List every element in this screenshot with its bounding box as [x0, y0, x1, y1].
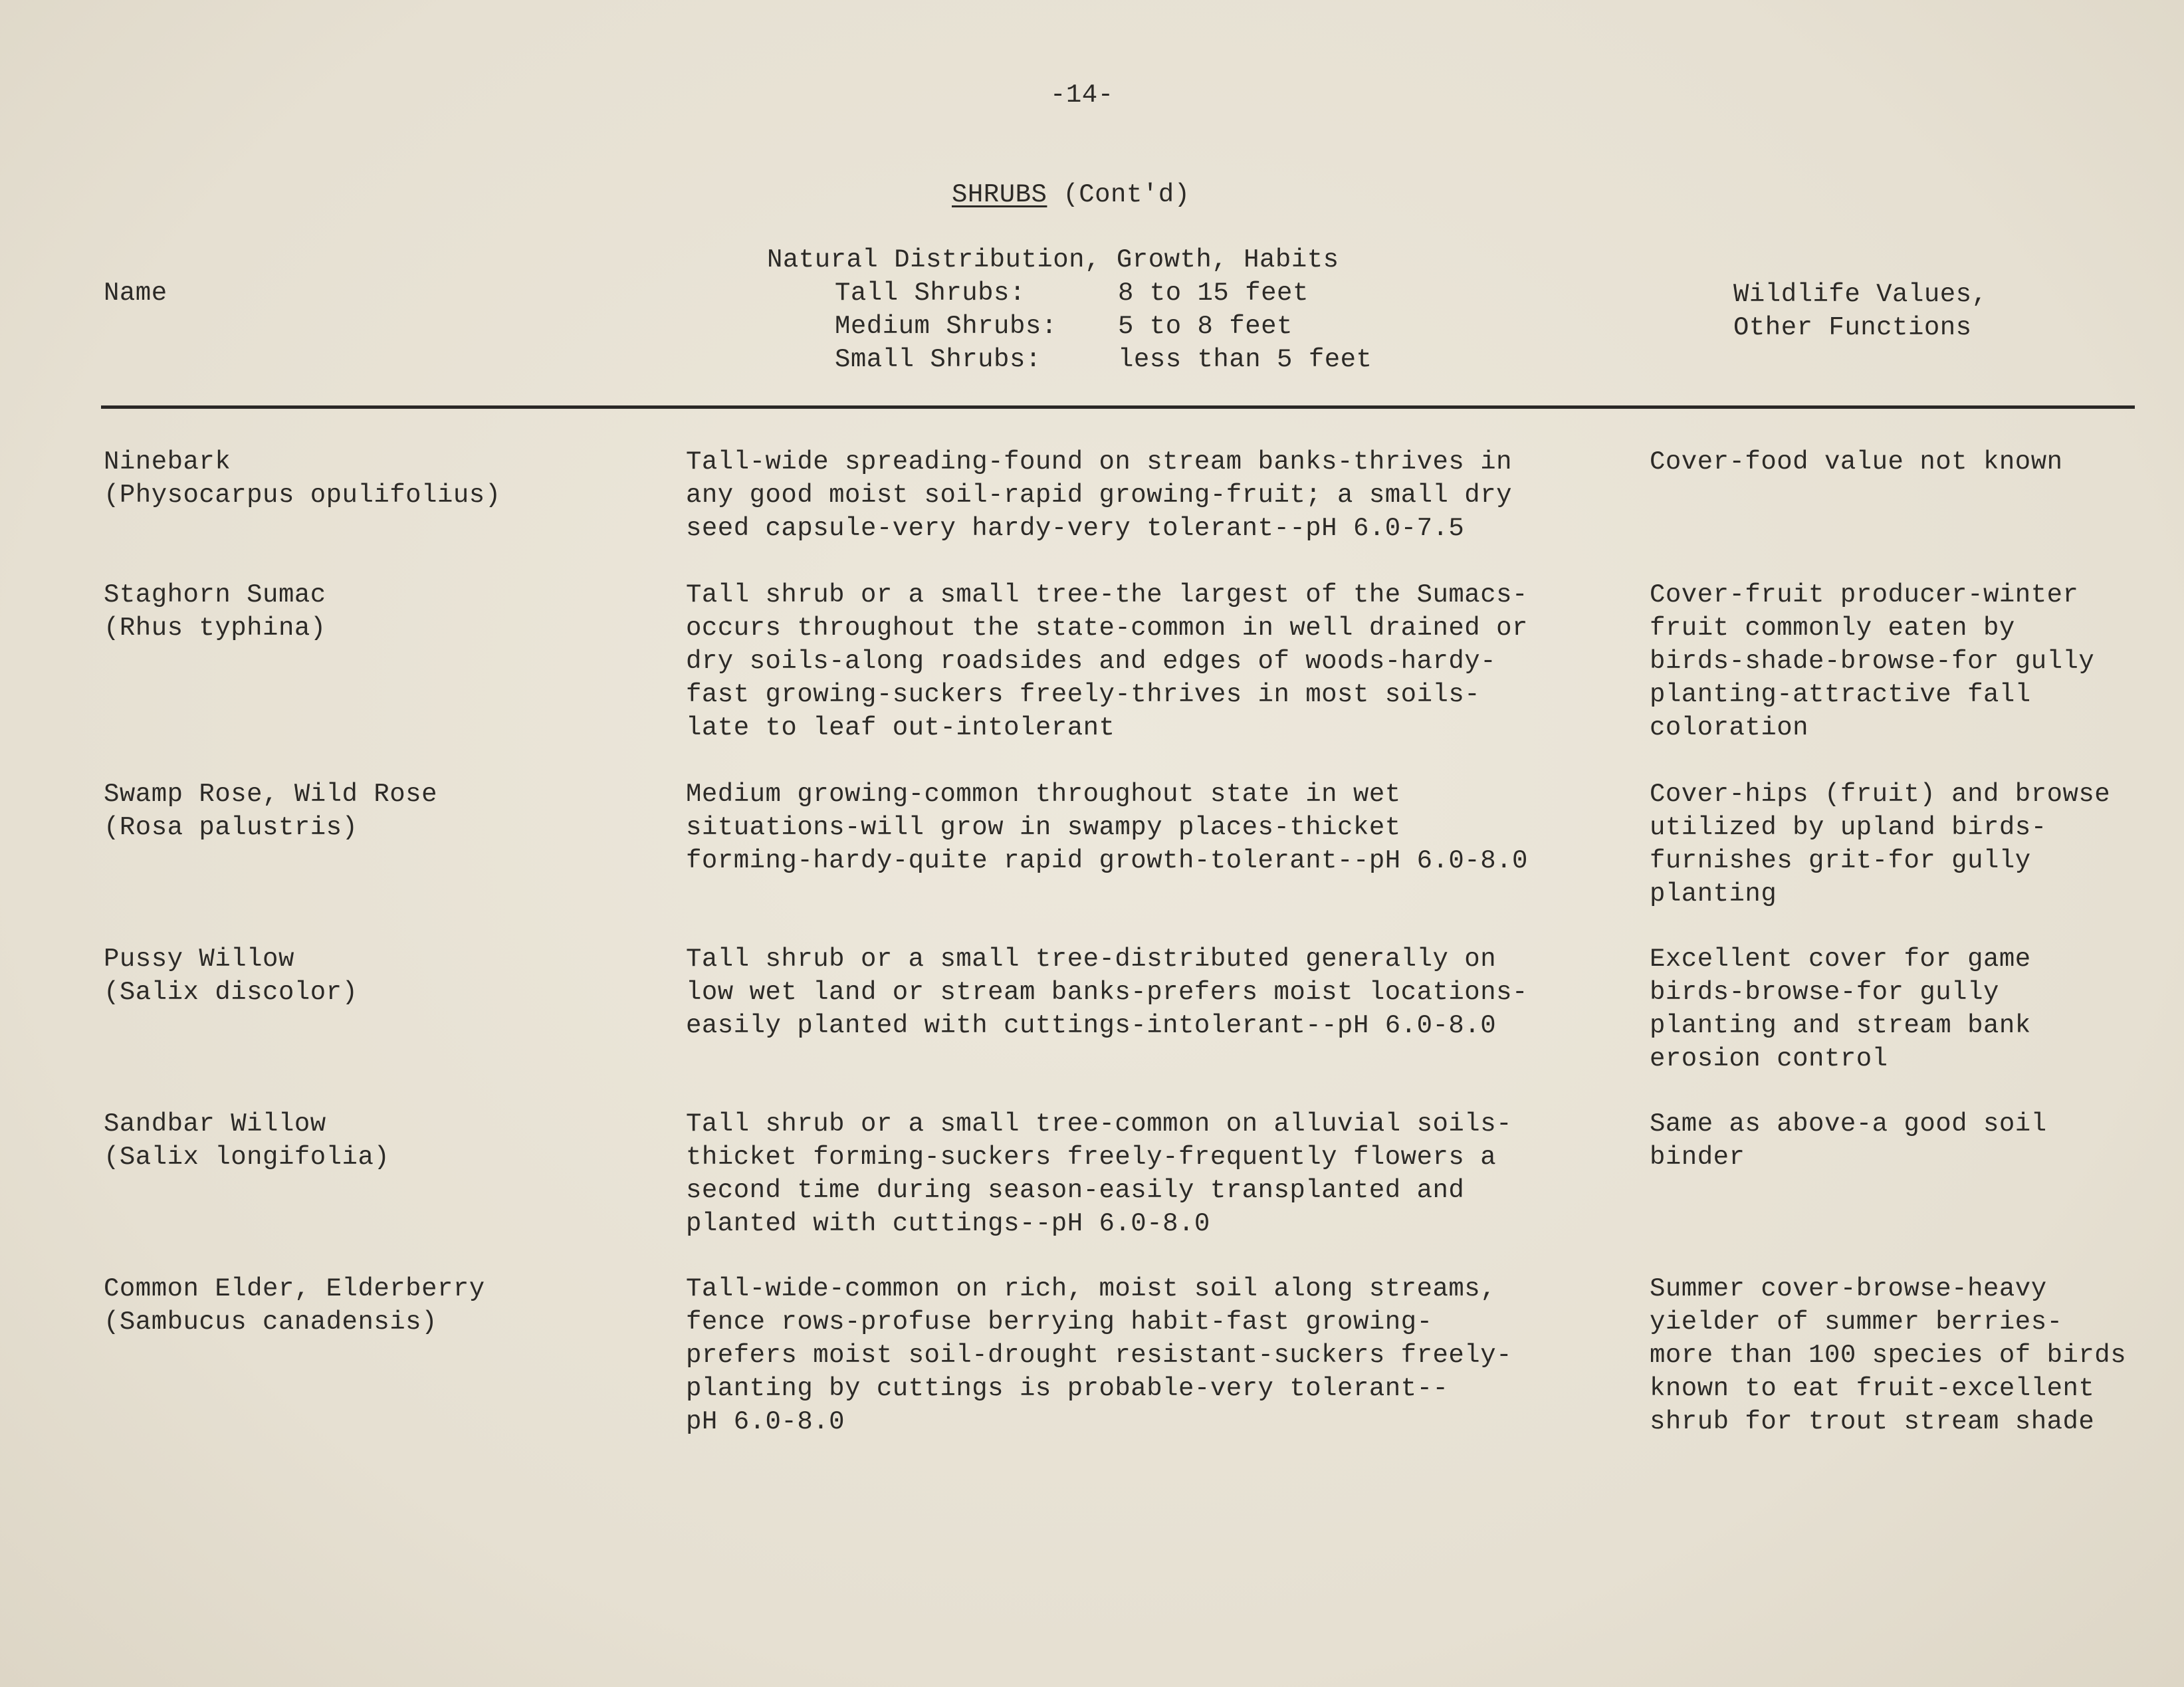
shrub-wildlife [1650, 1272, 2126, 1438]
shrub-name-line: (Physocarpus opulifolius) [104, 481, 501, 510]
shrub-wildlife-line: birds-shade-browse-for gully [1650, 647, 2095, 676]
shrub-wildlife-line: known to eat fruit-excellent [1650, 1374, 2095, 1403]
shrub-wildlife [1650, 943, 2031, 1075]
shrub-description-line: planted with cuttings--pH 6.0-8.0 [686, 1209, 1210, 1238]
shrub-name [104, 445, 501, 512]
shrub-description-line: late to leaf out-intolerant [686, 713, 1115, 742]
column-header-distribution: Natural Distribution, Growth, Habits [767, 245, 1339, 275]
page-title [952, 178, 1190, 211]
shrub-description-line: low wet land or stream banks-prefers moist locations- [686, 978, 1528, 1007]
shrub-wildlife-line: fruit commonly eaten by [1650, 614, 2015, 643]
shrub-description-line: Tall-wide spreading-found on stream banks-thrives in [686, 447, 1512, 477]
shrub-description [686, 943, 1528, 1042]
shrub-name [104, 1272, 485, 1339]
shrub-description-line: easily planted with cuttings-intolerant--pH 6.0-8.0 [686, 1011, 1497, 1040]
shrub-wildlife-line: furnishes grit-for gully [1650, 846, 2031, 875]
shrub-wildlife [1650, 445, 2063, 479]
shrub-description-line: occurs throughout the state-common in well drained or [686, 614, 1528, 643]
shrub-wildlife-line: Cover-hips (fruit) and browse [1650, 780, 2111, 809]
shrub-wildlife [1650, 778, 2110, 911]
shrub-name-line: Ninebark [104, 447, 231, 477]
shrub-name [104, 1107, 389, 1174]
shrub-wildlife-line: more than 100 species of birds [1650, 1341, 2127, 1370]
shrub-name [104, 578, 326, 645]
shrub-description-line: fence rows-profuse berrying habit-fast growing- [686, 1307, 1433, 1337]
size-label-tall: Tall Shrubs: [835, 279, 1026, 308]
shrub-description-line: prefers moist soil-drought resistant-suckers freely- [686, 1341, 1512, 1370]
shrub-description-line: thicket forming-suckers freely-frequently flowers a [686, 1143, 1497, 1172]
column-header-wildlife [1733, 278, 1987, 344]
shrub-description-line: any good moist soil-rapid growing-fruit; a small dry [686, 481, 1512, 510]
shrub-name-line: (Sambucus canadensis) [104, 1307, 437, 1337]
shrub-description-line: pH 6.0-8.0 [686, 1407, 845, 1436]
shrub-wildlife-line: Same as above-a good soil [1650, 1109, 2047, 1139]
shrub-wildlife-line: Excellent cover for game [1650, 945, 2031, 974]
shrub-wildlife-line: shrub for trout stream shade [1650, 1407, 2095, 1436]
shrub-name [104, 943, 358, 1009]
shrub-description-line: Tall shrub or a small tree-distributed generally on [686, 945, 1497, 974]
shrub-description-line: planting by cuttings is probable-very tolerant-- [686, 1374, 1449, 1403]
shrub-wildlife-line: yielder of summer berries- [1650, 1307, 2063, 1337]
shrub-description [686, 1272, 1512, 1438]
shrub-description-line: Tall shrub or a small tree-common on alluvial soils- [686, 1109, 1512, 1139]
shrub-wildlife-line: utilized by upland birds- [1650, 813, 2047, 842]
size-value-small: less than 5 feet [1118, 345, 1372, 374]
shrub-wildlife-line: birds-browse-for gully [1650, 978, 1999, 1007]
shrub-name-line: Staghorn Sumac [104, 580, 326, 610]
shrub-wildlife-line: Cover-fruit producer-winter [1650, 580, 2079, 610]
shrub-name-line: Swamp Rose, Wild Rose [104, 780, 437, 809]
shrub-name-line: Sandbar Willow [104, 1109, 326, 1139]
size-label-medium: Medium Shrubs: [835, 312, 1057, 341]
shrub-wildlife-line: planting and stream bank [1650, 1011, 2031, 1040]
shrub-wildlife-line: Summer cover-browse-heavy [1650, 1274, 2047, 1303]
shrub-description-line: Tall shrub or a small tree-the largest of the Sumacs- [686, 580, 1528, 610]
shrub-description-line: seed capsule-very hardy-very tolerant--pH 6.0-7.5 [686, 514, 1465, 543]
shrub-description [686, 578, 1528, 744]
shrub-name-line: (Salix longifolia) [104, 1143, 390, 1172]
shrub-wildlife-line: planting [1650, 879, 1777, 909]
shrub-description-line: dry soils-along roadsides and edges of woods-hardy- [686, 647, 1497, 676]
title-main: SHRUBS [952, 180, 1047, 209]
shrub-wildlife-line: erosion control [1650, 1044, 1888, 1073]
shrub-description [686, 445, 1512, 545]
wildlife-header-line: Wildlife Values, [1733, 280, 1988, 309]
shrub-description-line: Medium growing-common throughout state in wet [686, 780, 1401, 809]
size-label-small: Small Shrubs: [835, 345, 1041, 374]
shrub-description-line: Tall-wide-common on rich, moist soil along streams, [686, 1274, 1497, 1303]
shrub-wildlife-line: planting-attractive fall [1650, 680, 2031, 709]
shrub-description [686, 1107, 1512, 1240]
shrub-wildlife-line: coloration [1650, 713, 1809, 742]
column-header-name: Name [104, 279, 167, 308]
title-suffix: (Cont'd) [1047, 180, 1190, 209]
shrub-description [686, 778, 1528, 877]
shrub-name-line: (Rhus typhina) [104, 614, 326, 643]
header-divider [101, 405, 2135, 409]
shrub-description-line: forming-hardy-quite rapid growth-tolerant--pH 6.0-8.0 [686, 846, 1528, 875]
shrub-name-line: (Rosa palustris) [104, 813, 358, 842]
shrub-wildlife [1650, 578, 2094, 744]
wildlife-header-line: Other Functions [1733, 313, 1972, 342]
shrub-description-line: second time during season-easily transplanted and [686, 1176, 1465, 1205]
size-value-medium: 5 to 8 feet [1118, 312, 1293, 341]
shrub-description-line: fast growing-suckers freely-thrives in most soils- [686, 680, 1481, 709]
shrub-name-line: Pussy Willow [104, 945, 294, 974]
shrub-wildlife-line: binder [1650, 1143, 1745, 1172]
shrub-description-line: situations-will grow in swampy places-thicket [686, 813, 1401, 842]
shrub-wildlife [1650, 1107, 2047, 1174]
shrub-name-line: Common Elder, Elderberry [104, 1274, 485, 1303]
page-number: -14- [1050, 80, 1114, 110]
shrub-wildlife-line: Cover-food value not known [1650, 447, 2063, 477]
shrub-name [104, 778, 437, 844]
size-value-tall: 8 to 15 feet [1118, 279, 1309, 308]
shrub-name-line: (Salix discolor) [104, 978, 358, 1007]
